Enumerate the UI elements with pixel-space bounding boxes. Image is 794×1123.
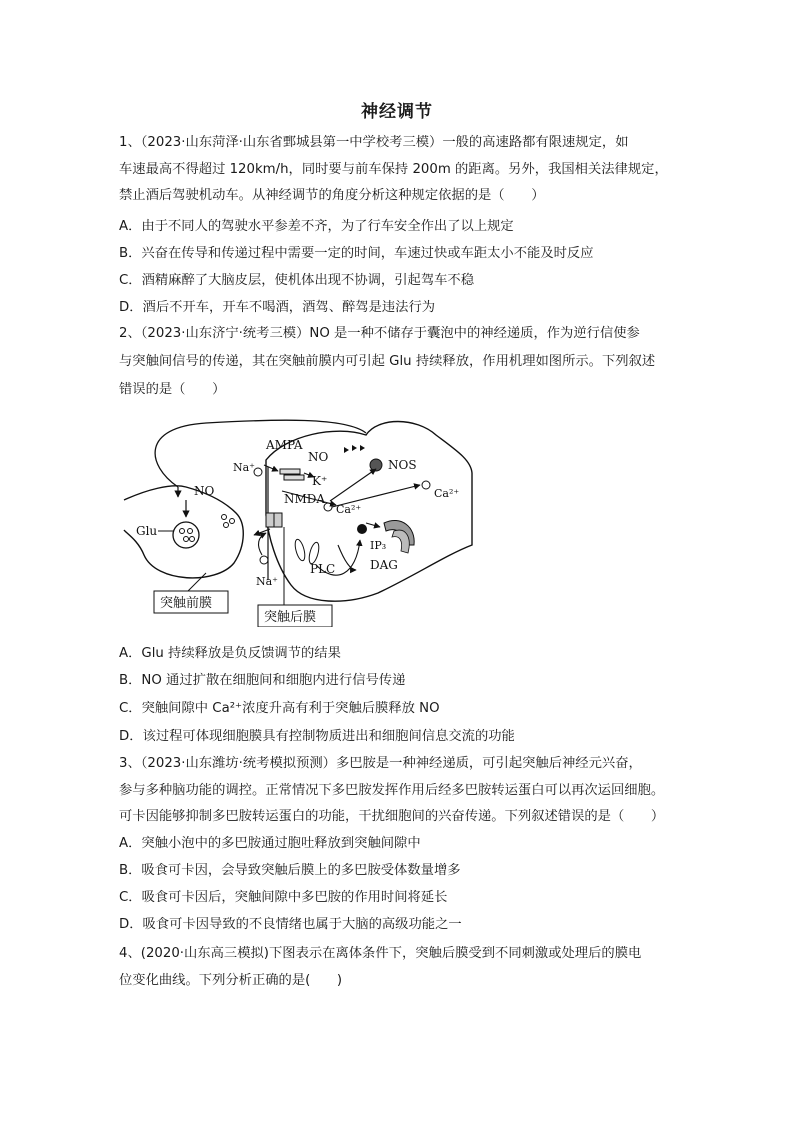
label-na-top: Na⁺ [233, 461, 255, 474]
q2-stem-line-3: 错误的是（ ） [119, 382, 226, 397]
q4-stem-line-2: 位变化曲线。下列分析正确的是( ) [119, 973, 343, 988]
q2-option-d: D．该过程可体现细胞膜具有控制物质进出和细胞间信息交流的功能 [119, 729, 515, 744]
q3-option-d: D．吸食可卡因导致的不良情绪也属于大脑的高级功能之一 [119, 917, 462, 932]
q3-stem-line-3: 可卡因能够抑制多巴胺转运蛋白的功能，干扰细胞间的兴奋传递。下列叙述错误的是（ ） [119, 809, 665, 824]
label-na-bottom: Na⁺ [256, 575, 278, 588]
q3-option-b: B．吸食可卡因，会导致突触后膜上的多巴胺受体数量增多 [119, 863, 461, 878]
label-dag: DAG [370, 558, 398, 572]
label-ca-right: Ca²⁺ [434, 487, 460, 500]
label-nos: NOS [388, 458, 417, 472]
synapse-diagram [116, 405, 476, 627]
label-postsynaptic-membrane: 突触后膜 [264, 610, 317, 625]
q3-option-a: A．突触小泡中的多巴胺通过胞吐释放到突触间隙中 [119, 836, 421, 851]
label-presynaptic-membrane: 突触前膜 [160, 596, 213, 611]
label-ip3: IP₃ [370, 539, 387, 552]
q2-stem-line-2: 与突触间信号的传递，其在突触前膜内可引起 Glu 持续释放，作用机理如图所示。下列叙述 [119, 354, 656, 369]
label-ca-mid: Ca²⁺ [336, 503, 362, 516]
q1-stem-line-2: 车速最高不得超过 120km/h，同时要与前车保持 200m 的距离。另外，我国相关法律规定， [119, 162, 668, 177]
page-title: 神经调节 [361, 102, 433, 122]
q2-option-c: C．突触间隙中 Ca²⁺浓度升高有利于突触后膜释放 NO [119, 701, 440, 716]
q1-option-c: C．酒精麻醉了大脑皮层，使机体出现不协调，引起驾车不稳 [119, 273, 475, 288]
q3-stem-line-1: 3、（2023·山东潍坊·统考模拟预测）多巴胺是一种神经递质，可引起突触后神经元兴奋， [119, 756, 642, 771]
label-k: K⁺ [312, 474, 328, 488]
label-ampa: AMPA [266, 438, 303, 452]
label-glu: Glu [136, 524, 158, 538]
label-no-top: NO [308, 450, 329, 464]
q1-option-b: B．兴奋在传导和传递过程中需要一定的时间，车速过快或车距太小不能及时反应 [119, 246, 594, 261]
q2-stem-line-1: 2、（2023·山东济宁·统考三模）NO 是一种不储存于囊泡中的神经递质，作为逆行信使参 [119, 326, 640, 341]
q3-stem-line-2: 参与多种脑功能的调控。正常情况下多巴胺发挥作用后经多巴胺转运蛋白可以再次运回细胞。 [119, 783, 665, 798]
q4-stem-line-1: 4、(2020·山东高三模拟)下图表示在离体条件下，突触后膜受到不同刺激或处理后的膜电 [119, 946, 642, 961]
vesicle [173, 522, 199, 548]
label-nmda: NMDA [284, 492, 326, 506]
label-no-left: NO [194, 484, 215, 498]
q1-stem-line-1: 1、（2023·山东菏泽·山东省鄄城县第一中学校考三模）一般的高速路都有限速规定，如 [119, 135, 629, 150]
q1-stem-line-3: 禁止酒后驾驶机动车。从神经调节的角度分析这种规定依据的是（ ） [119, 188, 545, 203]
q2-option-b: B．NO 通过扩散在细胞间和细胞内进行信号传递 [119, 673, 406, 688]
q1-option-a: A．由于不同人的驾驶水平参差不齐，为了行车安全作出了以上规定 [119, 219, 514, 234]
q3-option-c: C．吸食可卡因后，突触间隙中多巴胺的作用时间将延长 [119, 890, 448, 905]
label-plc: PLC [310, 562, 336, 576]
q1-option-d: D．酒后不开车，开车不喝酒，酒驾、醉驾是违法行为 [119, 300, 436, 315]
q2-option-a: A．Glu 持续释放是负反馈调节的结果 [119, 646, 341, 661]
